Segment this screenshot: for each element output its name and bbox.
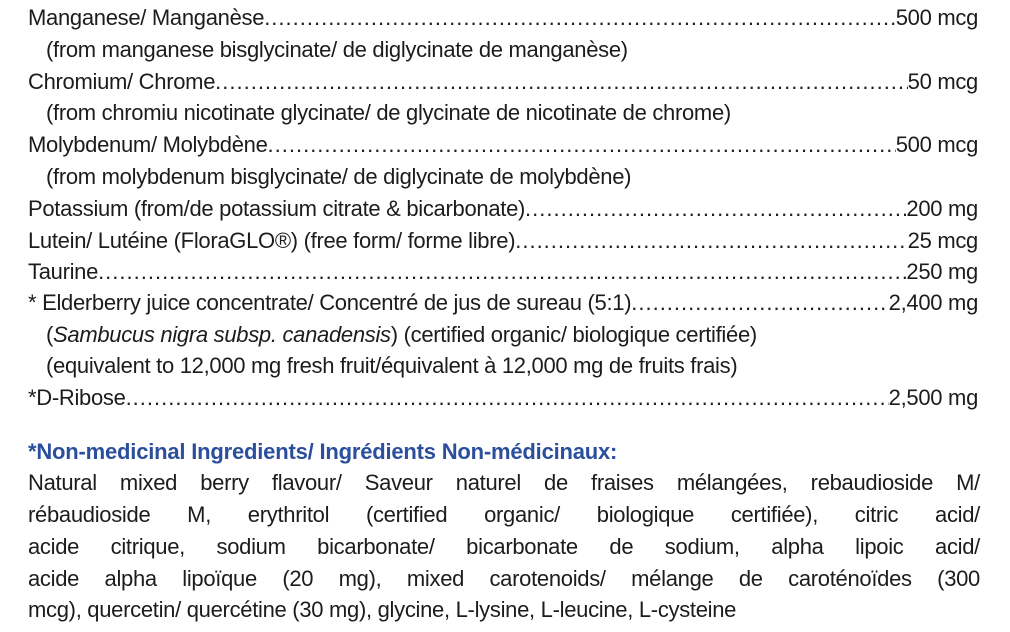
ingredient-row-chromium: [28, 66, 978, 98]
ingredient-row-d-ribose: [28, 382, 978, 414]
ingredient-amount: 2,500 mg: [888, 385, 978, 410]
ingredient-row-elderberry: [28, 287, 978, 319]
dot-leader: [215, 66, 908, 98]
ingredient-label: Manganese/ Manganèse: [28, 5, 265, 30]
dot-leader: [98, 256, 906, 288]
ingredient-label: * Elderberry juice concentrate/ Concentré de jus de sureau (5:1): [28, 290, 632, 315]
ingredient-amount: 2,400 mg: [888, 290, 978, 315]
dot-leader: [126, 382, 889, 414]
ingredient-source-note: (from chromiu nicotinate glycinate/ de glycinate de nicotinate de chrome): [46, 100, 731, 125]
note-certification: ) (certified organic/ biologique certifiée): [390, 322, 757, 347]
ingredient-amount: 500 mcg: [895, 5, 978, 30]
ingredient-botanical-note: [46, 319, 976, 351]
ingredient-amount: 50 mcg: [907, 69, 978, 94]
botanical-name: Sambucus nigra subsp. canadensis: [53, 322, 391, 347]
non-medicinal-line: acide alpha lipoïque (20 mg), mixed carotenoids/ mélange de caroténoïdes (300: [28, 566, 980, 591]
ingredient-row-manganese: [28, 2, 978, 34]
ingredient-label: *D-Ribose: [28, 385, 126, 410]
ingredient-amount: 200 mg: [906, 196, 978, 221]
non-medicinal-line: rébaudioside M, erythritol (certified organic/ biologique certifiée), citric acid/: [28, 502, 980, 527]
ingredient-label: Potassium (from/de potassium citrate & bicarbonate): [28, 196, 526, 221]
ingredient-label: Lutein/ Lutéine (FloraGLO®) (free form/ forme libre): [28, 228, 516, 253]
dot-leader: [268, 129, 896, 161]
ingredient-row-molybdenum: [28, 129, 978, 161]
dot-leader: [525, 193, 906, 225]
ingredient-source-note: (from manganese bisglycinate/ de diglycinate de manganèse): [46, 37, 628, 62]
ingredient-label: Chromium/ Chrome: [28, 69, 216, 94]
ingredient-row-lutein: [28, 225, 978, 257]
ingredient-row-potassium: [28, 193, 978, 225]
ingredient-amount: 500 mcg: [895, 132, 978, 157]
dot-leader: [631, 287, 888, 319]
note-open-paren: (: [46, 322, 54, 347]
non-medicinal-line: mcg), quercetin/ quercétine (30 mg), glycine, L-lysine, L-leucine, L-cysteine: [28, 597, 737, 622]
ingredient-amount: 250 mg: [906, 259, 978, 284]
ingredient-label: Taurine: [28, 259, 99, 284]
non-medicinal-line: acide citrique, sodium bicarbonate/ bicarbonate de sodium, alpha lipoic acid/: [28, 534, 980, 559]
ingredient-row-taurine: [28, 256, 978, 288]
ingredient-amount: 25 mcg: [907, 228, 978, 253]
non-medicinal-line: Natural mixed berry flavour/ Saveur naturel de fraises mélangées, rebaudioside M/: [28, 470, 980, 495]
ingredient-equivalence-note: (equivalent to 12,000 mg fresh fruit/équivalent à 12,000 mg de fruits frais): [46, 353, 738, 378]
ingredient-source-note: (from molybdenum bisglycinate/ de diglycinate de molybdène): [46, 164, 632, 189]
ingredient-label: Molybdenum/ Molybdène: [28, 132, 268, 157]
dot-leader: [264, 2, 896, 34]
non-medicinal-heading: *Non-medicinal Ingredients/ Ingrédients Non-médicinaux:: [28, 439, 618, 464]
dot-leader: [515, 225, 907, 257]
